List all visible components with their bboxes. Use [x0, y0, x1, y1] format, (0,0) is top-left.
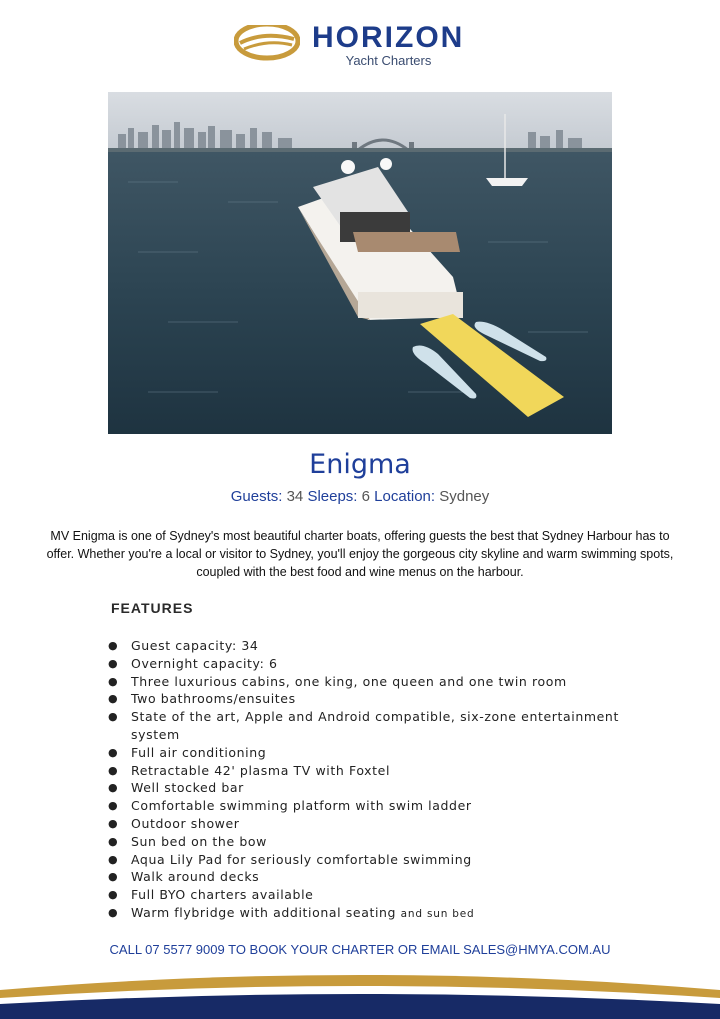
- last-item-suffix: and sun bed: [400, 907, 475, 920]
- boat-name: Enigma: [309, 449, 411, 480]
- list-item: ● Walk around decks: [108, 869, 260, 885]
- list-item: ● Retractable 42' plasma TV with Foxtel: [108, 762, 391, 778]
- list-item: ● Full BYO charters available: [108, 887, 314, 903]
- call-prefix: CALL 07: [109, 942, 160, 957]
- list-item: ● Aqua Lily Pad for seriously comfortable swimming: [108, 851, 472, 867]
- bullet-icon: ●: [108, 674, 119, 688]
- email-link[interactable]: SALES@HMYA.COM.AU: [463, 942, 611, 957]
- footer-middle: TO BOOK YOUR CHARTER OR EMAIL: [228, 942, 460, 957]
- bullet-icon: ●: [108, 852, 119, 866]
- bullet-icon: ●: [108, 870, 119, 884]
- boat-summary: [0, 488, 720, 505]
- bullet-icon: ●: [108, 656, 119, 670]
- guests-value: 34: [286, 488, 304, 505]
- features-heading: FEATURES: [111, 600, 194, 616]
- list-item: ● Full air conditioning: [108, 744, 267, 760]
- guests-label: Guests:: [230, 488, 283, 505]
- bullet-icon: ●: [108, 781, 119, 795]
- features-list: [108, 637, 648, 924]
- brand-name: HORIZON: [312, 21, 465, 54]
- list-item: ● Two bathrooms/ensuites: [108, 691, 296, 707]
- list-item: ● Outdoor shower: [108, 815, 240, 831]
- bullet-icon: ●: [108, 799, 119, 813]
- bullet-icon: ●: [108, 888, 119, 902]
- list-item: ● Guest capacity: 34: [108, 638, 259, 653]
- sleeps-label: Sleeps:: [307, 488, 358, 505]
- bullet-icon: ●: [108, 692, 119, 706]
- brand-logo: [0, 12, 720, 74]
- footer-cta: [0, 942, 720, 957]
- list-item: ● Well stocked bar: [108, 780, 244, 796]
- brand-subtitle: Yacht Charters: [345, 53, 432, 68]
- yacht-photo: [108, 92, 612, 434]
- bullet-icon: ●: [108, 905, 119, 919]
- bullet-icon: ●: [108, 639, 119, 652]
- list-item: ● Sun bed on the bow: [108, 833, 267, 849]
- intro-paragraph: MV Enigma is one of Sydney's most beautiful charter boats, offering guests the best that Sydney Harbour has to offer. Whether you're a local or visitor to Sydney, you'll enjoy the gorgeous city skyline and warm swimming spots, coupled with the best food and wine menus on the harbour.: [46, 529, 674, 579]
- bullet-icon: ●: [108, 745, 119, 759]
- bullet-icon: ●: [108, 710, 119, 724]
- bullet-icon: ●: [108, 763, 119, 777]
- location-value: Sydney: [439, 488, 490, 505]
- list-item: ● Three luxurious cabins, one king, one queen and one twin room: [108, 673, 567, 689]
- phone-link[interactable]: 5577 9009: [163, 942, 225, 957]
- location-label: Location:: [374, 488, 436, 505]
- list-item: ● Warm flybridge with additional seating and sun bed: [108, 904, 475, 920]
- sleeps-value: 6: [361, 488, 370, 505]
- list-item: ● State of the art, Apple and Android compatible, six-zone entertainment system: [108, 709, 619, 742]
- bullet-icon: ●: [108, 834, 119, 848]
- footer-wave-decoration: [0, 960, 720, 1019]
- list-item: ● Comfortable swimming platform with swim ladder: [108, 798, 472, 814]
- list-item: ● Overnight capacity: 6: [108, 655, 278, 671]
- bullet-icon: ●: [108, 816, 119, 830]
